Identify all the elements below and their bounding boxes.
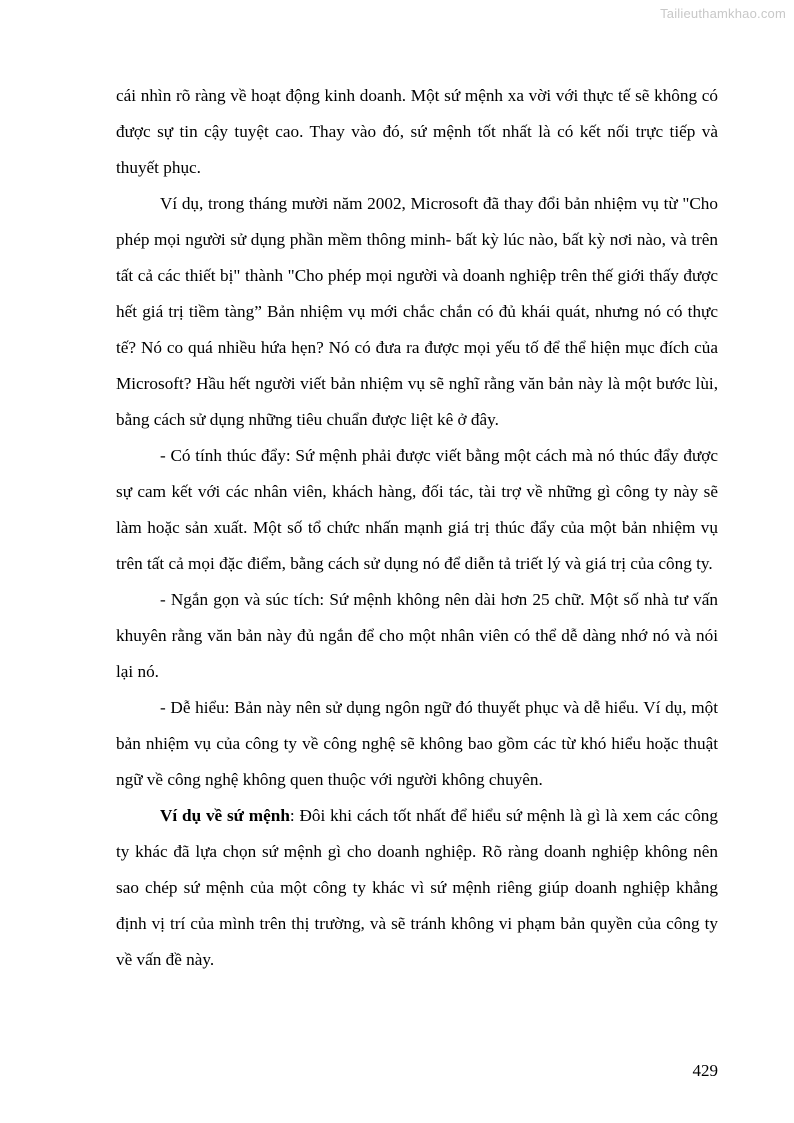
paragraph-6 (116, 798, 718, 978)
page-number: 429 (692, 1061, 718, 1080)
document-body (116, 78, 718, 978)
paragraph-6-text: : Đôi khi cách tốt nhất để hiểu sứ mệnh là gì là xem các công ty khác đã lựa chọn sứ mệnh gì cho doanh nghiệp. Rõ ràng doanh nghiệp không nên sao chép sứ mệnh của một công ty khác vì sứ mệnh riêng giúp doanh nghiệp khẳng định vị trí của mình trên thị trường, và sẽ tránh không vi phạm bản quyền của công ty về vấn đề này. (116, 806, 718, 969)
paragraph-6-heading: Ví dụ về sứ mệnh (160, 806, 290, 825)
watermark: Tailieuthamkhao.com (660, 6, 786, 21)
paragraph-5: - Dễ hiểu: Bản này nên sử dụng ngôn ngữ đó thuyết phục và dễ hiểu. Ví dụ, một bản nhiệm vụ của công ty về công nghệ sẽ không bao gồm các từ khó hiểu hoặc thuật ngữ về công nghệ không quen thuộc với người không chuyên. (116, 698, 718, 789)
paragraph-1: cái nhìn rõ ràng về hoạt động kinh doanh. Một sứ mệnh xa vời với thực tế sẽ không có được sự tin cậy tuyệt cao. Thay vào đó, sứ mệnh tốt nhất là có kết nối trực tiếp và thuyết phục. (116, 86, 718, 177)
paragraph-4: - Ngắn gọn và súc tích: Sứ mệnh không nên dài hơn 25 chữ. Một số nhà tư vấn khuyên rằng văn bản này đủ ngắn để cho một nhân viên có thể dễ dàng nhớ nó và nói lại nó. (116, 590, 718, 681)
paragraph-3: - Có tính thúc đẩy: Sứ mệnh phải được viết bằng một cách mà nó thúc đẩy được sự cam kết với các nhân viên, khách hàng, đối tác, tài trợ về những gì công ty này sẽ làm hoặc sản xuất. Một số tổ chức nhấn mạnh giá trị thúc đẩy của một bản nhiệm vụ trên tất cả mọi đặc điểm, bằng cách sử dụng nó để diễn tả triết lý và giá trị của công ty. (116, 446, 718, 573)
paragraph-2: Ví dụ, trong tháng mười năm 2002, Microsoft đã thay đổi bản nhiệm vụ từ "Cho phép mọi người sử dụng phần mềm thông minh- bất kỳ lúc nào, bất kỳ nơi nào, và trên tất cả các thiết bị" thành "Cho phép mọi người và doanh nghiệp trên thế giới thấy được hết giá trị tiềm tàng” Bản nhiệm vụ mới chắc chắn có đủ khái quát, nhưng nó có thực tế? Nó co quá nhiều hứa hẹn? Nó có đưa ra được mọi yếu tố để thể hiện mục đích của Microsoft? Hầu hết người viết bản nhiệm vụ sẽ nghĩ rằng văn bản này là một bước lùi, bằng cách sử dụng những tiêu chuẩn được liệt kê ở đây. (116, 194, 718, 429)
